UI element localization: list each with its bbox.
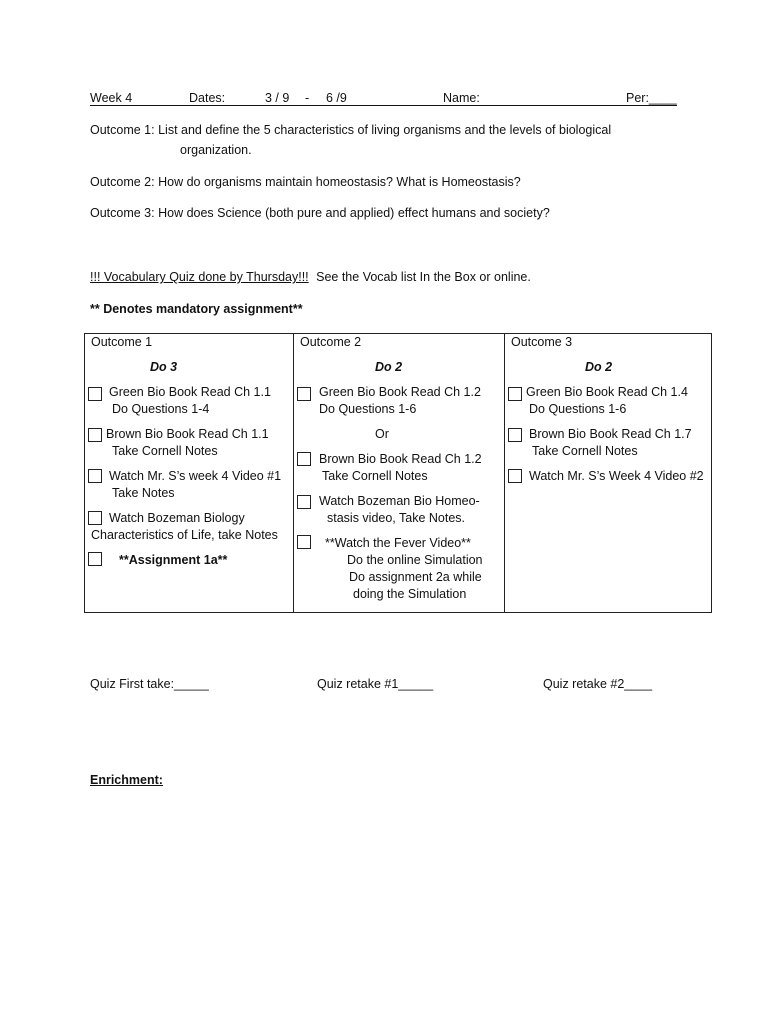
date-end: 6 /9: [326, 91, 347, 105]
col2-item: Take Cornell Notes: [322, 469, 428, 483]
col2-item: Brown Bio Book Read Ch 1.2: [319, 452, 482, 466]
col1-checkbox-4[interactable]: [88, 511, 102, 525]
header-underline: [90, 105, 677, 106]
col3-item: Take Cornell Notes: [532, 444, 638, 458]
per-label: Per:____: [626, 91, 677, 105]
col2-checkbox-3[interactable]: [297, 495, 311, 509]
week-label: Week 4: [90, 91, 133, 105]
col2-or: Or: [375, 427, 389, 441]
col1-checkbox-3[interactable]: [88, 469, 102, 483]
col2-checkbox-1[interactable]: [297, 387, 311, 401]
col3-item: Green Bio Book Read Ch 1.4: [526, 385, 688, 399]
outcome-3: Outcome 3: How does Science (both pure and applied) effect humans and society?: [90, 206, 550, 220]
vocab-quiz-deadline: !!! Vocabulary Quiz done by Thursday!!!: [90, 270, 309, 284]
assignment-table: [84, 333, 712, 613]
col1-item: Watch Mr. S’s week 4 Video #1: [109, 469, 282, 483]
col1-checkbox-5[interactable]: [88, 552, 102, 566]
col2-item: Green Bio Book Read Ch 1.2: [319, 385, 481, 399]
col2-item: doing the Simulation: [353, 587, 467, 601]
col1-do: Do 3: [150, 360, 178, 374]
col2-header: Outcome 2: [300, 335, 362, 349]
col2-checkbox-2[interactable]: [297, 452, 311, 466]
outcome-2-column: [294, 334, 505, 613]
col1-item: Take Notes: [112, 486, 175, 500]
col2-item: Do Questions 1-6: [319, 402, 417, 416]
date-dash: -: [305, 91, 310, 105]
quiz-first-take: Quiz First take:_____: [90, 677, 209, 691]
col2-item: **Watch the Fever Video**: [325, 536, 471, 550]
date-start: 3 / 9: [265, 91, 290, 105]
outcome-1-column: [85, 334, 294, 613]
quiz-retake-1: Quiz retake #1_____: [317, 677, 434, 691]
col2-do: Do 2: [375, 360, 403, 374]
col1-checkbox-2[interactable]: [88, 428, 102, 442]
col3-header: Outcome 3: [511, 335, 573, 349]
col3-item: Do Questions 1-6: [529, 402, 627, 416]
col1-item: Brown Bio Book Read Ch 1.1: [106, 427, 269, 441]
col3-item: Watch Mr. S’s Week 4 Video #2: [529, 469, 704, 483]
col3-checkbox-3[interactable]: [508, 469, 522, 483]
quiz-retake-2: Quiz retake #2____: [543, 677, 653, 691]
col2-checkbox-4[interactable]: [297, 535, 311, 549]
col1-item: Characteristics of Life, take Notes: [91, 528, 278, 542]
col2-item: Do assignment 2a while: [349, 570, 482, 584]
col3-item: Brown Bio Book Read Ch 1.7: [529, 427, 692, 441]
outcome-1-line2: organization.: [180, 143, 252, 157]
col1-item: Watch Bozeman Biology: [109, 511, 245, 525]
name-label: Name:: [443, 91, 480, 105]
outcome-3-column: [505, 334, 712, 613]
col1-header: Outcome 1: [91, 335, 153, 349]
col3-do: Do 2: [585, 360, 613, 374]
enrichment-heading: Enrichment:: [90, 773, 163, 787]
col1-item: Green Bio Book Read Ch 1.1: [109, 385, 271, 399]
col1-item: Take Cornell Notes: [112, 444, 218, 458]
outcome-2: Outcome 2: How do organisms maintain homeostasis? What is Homeostasis?: [90, 175, 521, 189]
col1-checkbox-1[interactable]: [88, 387, 102, 401]
col3-checkbox-2[interactable]: [508, 428, 522, 442]
col2-item: stasis video, Take Notes.: [327, 511, 466, 525]
vocab-list-note: See the Vocab list In the Box or online.: [316, 270, 531, 284]
col2-item: Watch Bozeman Bio Homeo-: [319, 494, 480, 508]
outcome-1-line1: Outcome 1: List and define the 5 characteristics of living organisms and the levels of biological: [90, 123, 612, 137]
col1-item: Do Questions 1-4: [112, 402, 210, 416]
vocab-line: [90, 270, 531, 284]
col2-item: Do the online Simulation: [347, 553, 483, 567]
mandatory-note: ** Denotes mandatory assignment**: [90, 302, 303, 316]
col1-item: **Assignment 1a**: [119, 553, 228, 567]
col3-checkbox-1[interactable]: [508, 387, 522, 401]
dates-label: Dates:: [189, 91, 226, 105]
